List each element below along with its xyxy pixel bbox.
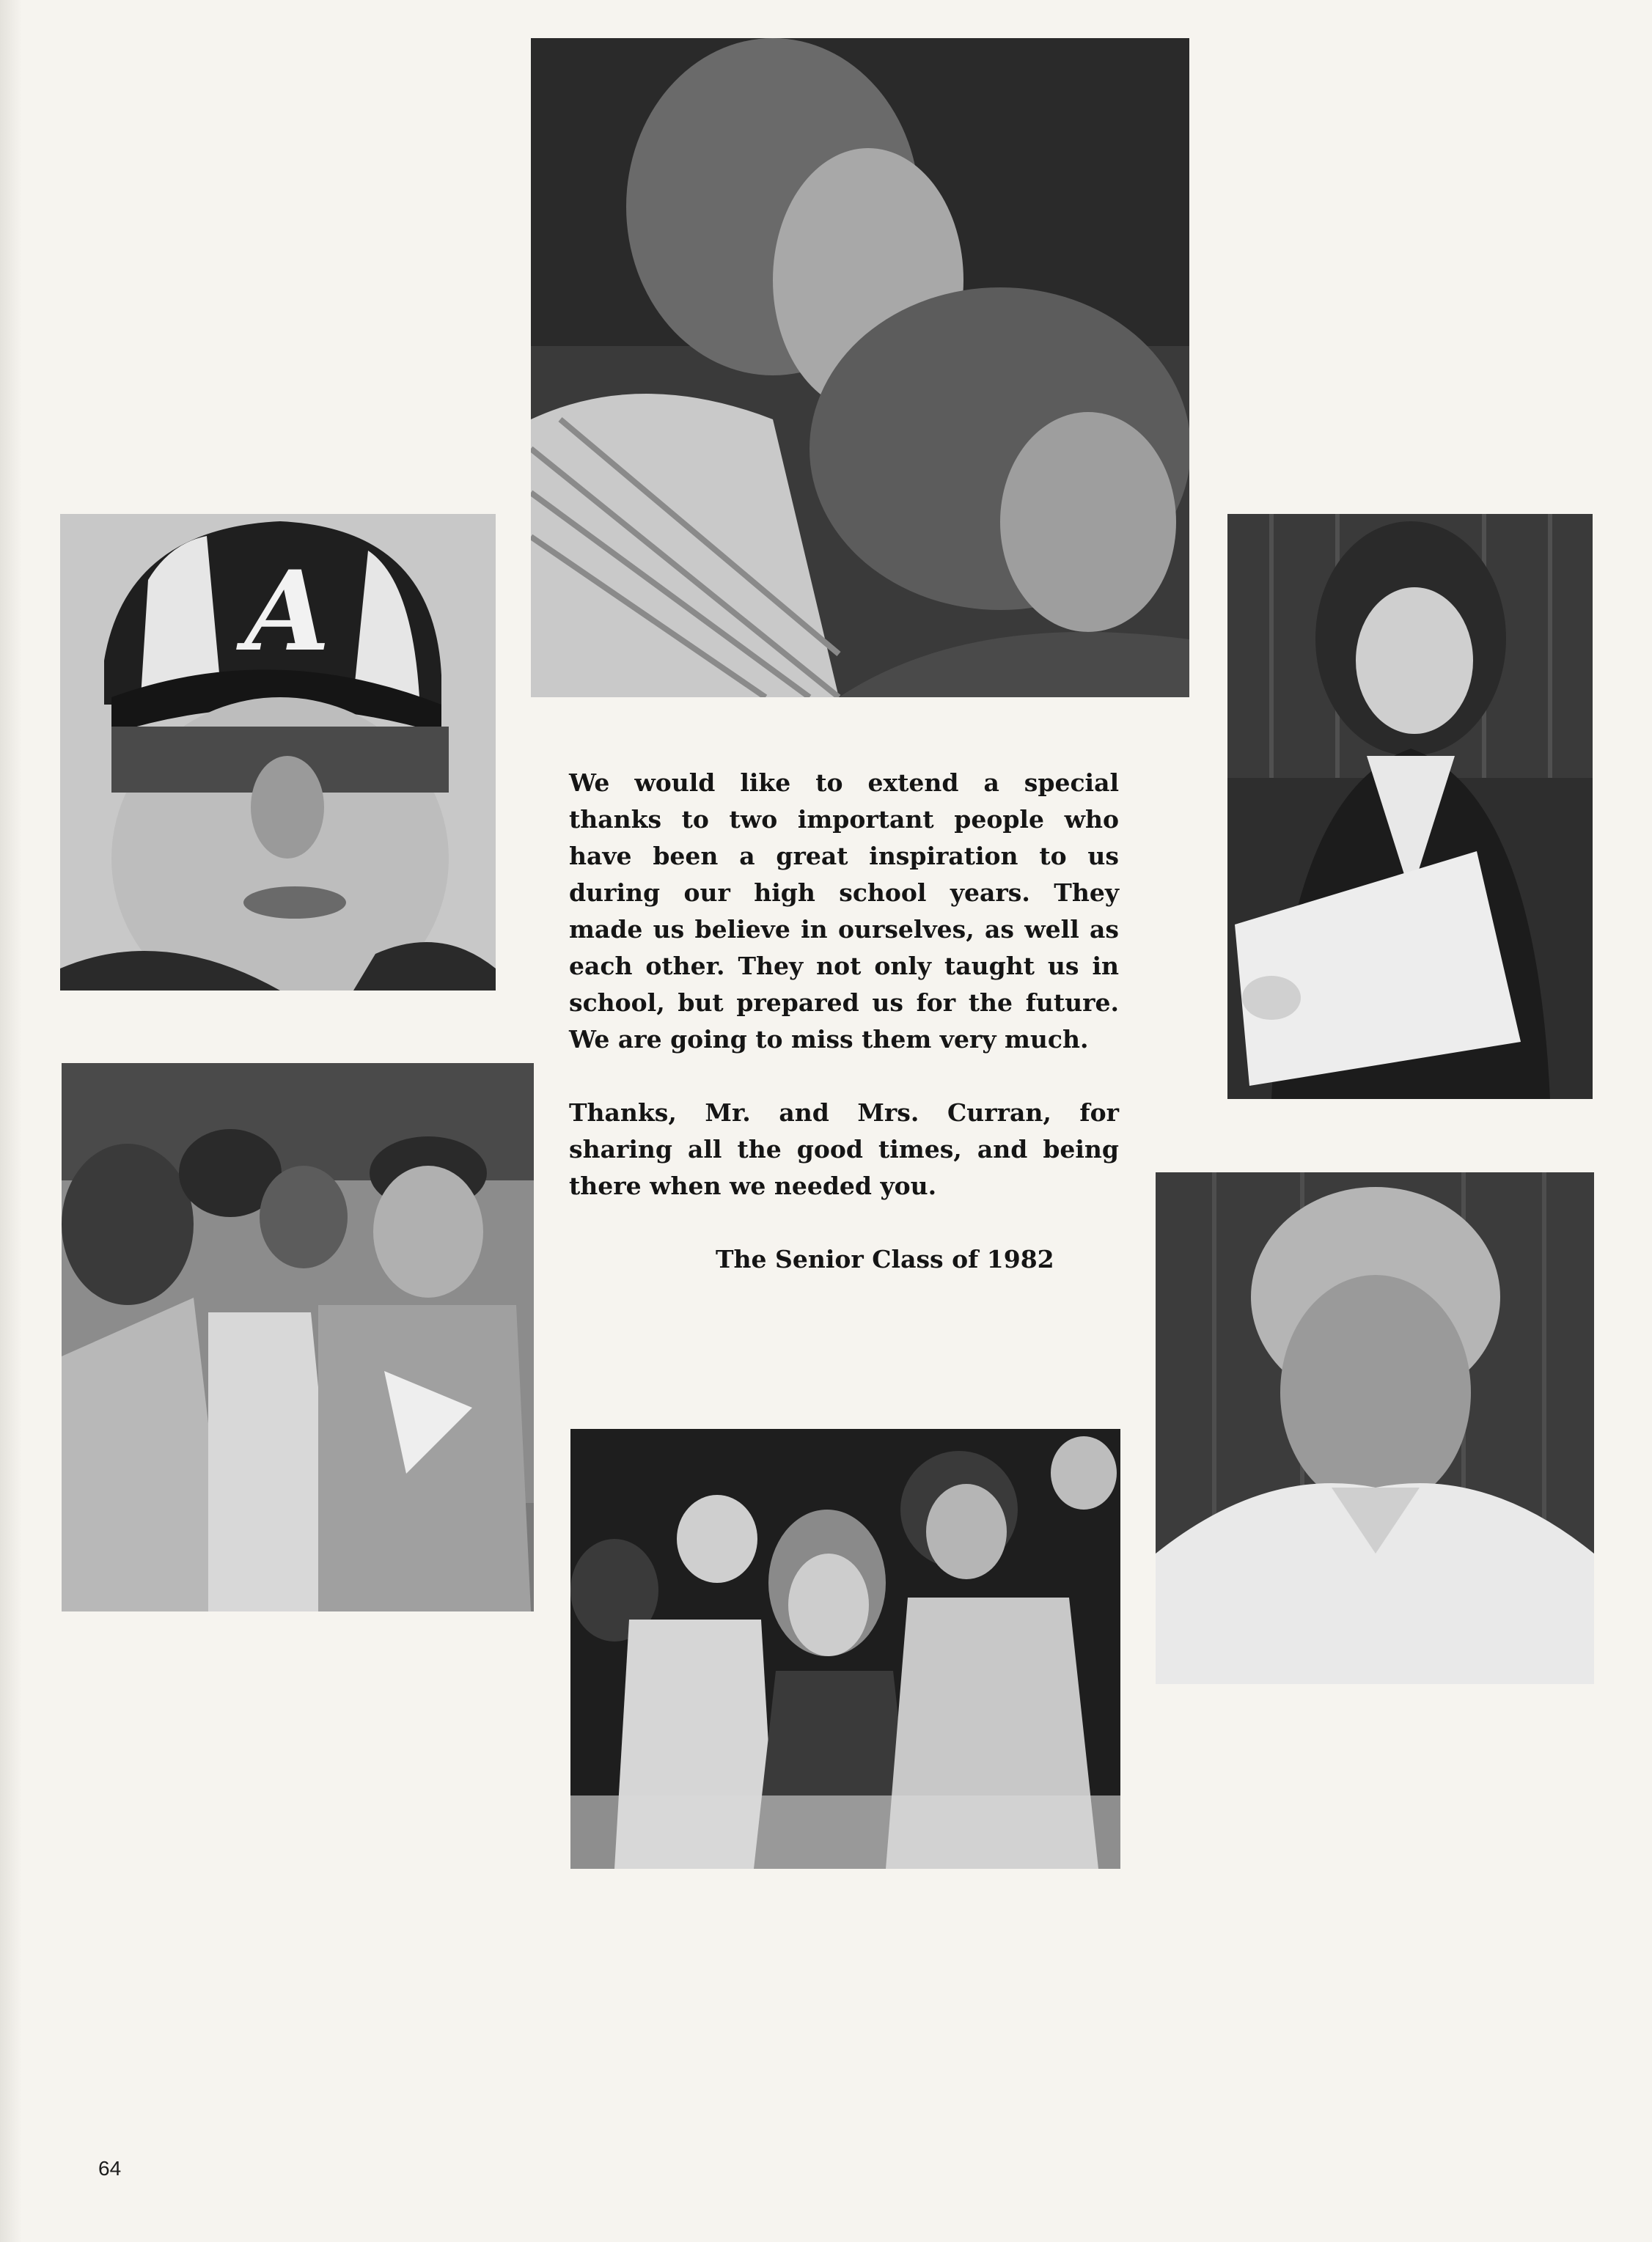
photo-couple-audience [531,38,1189,697]
cap-letter: A [244,547,331,676]
tribute-text [569,765,1119,1205]
tribute-signature: The Senior Class of 1982 [716,1245,1054,1273]
photo-man-white-shirt [1156,1172,1594,1684]
photo-coaches-with-team [62,1063,534,1611]
photo-man-in-cap [60,514,496,990]
page-number: 64 [98,2157,122,2180]
tribute-paragraph-1: We would like to extend a special thanks to two important people who have been a great inspiration to us during our high school years. They made us believe in ourselves, as well as each other. They not only taught us in school, but prepared us for the future. We are going to miss them very much. [569,768,1119,1054]
page-edge-shadow [0,0,22,2242]
tribute-paragraph-2: Thanks, Mr. and Mrs. Curran, for sharing all the good times, and being there when we needed you. [569,1098,1119,1200]
photo-woman-with-papers [1227,514,1593,1099]
photo-audience-group [570,1429,1120,1869]
